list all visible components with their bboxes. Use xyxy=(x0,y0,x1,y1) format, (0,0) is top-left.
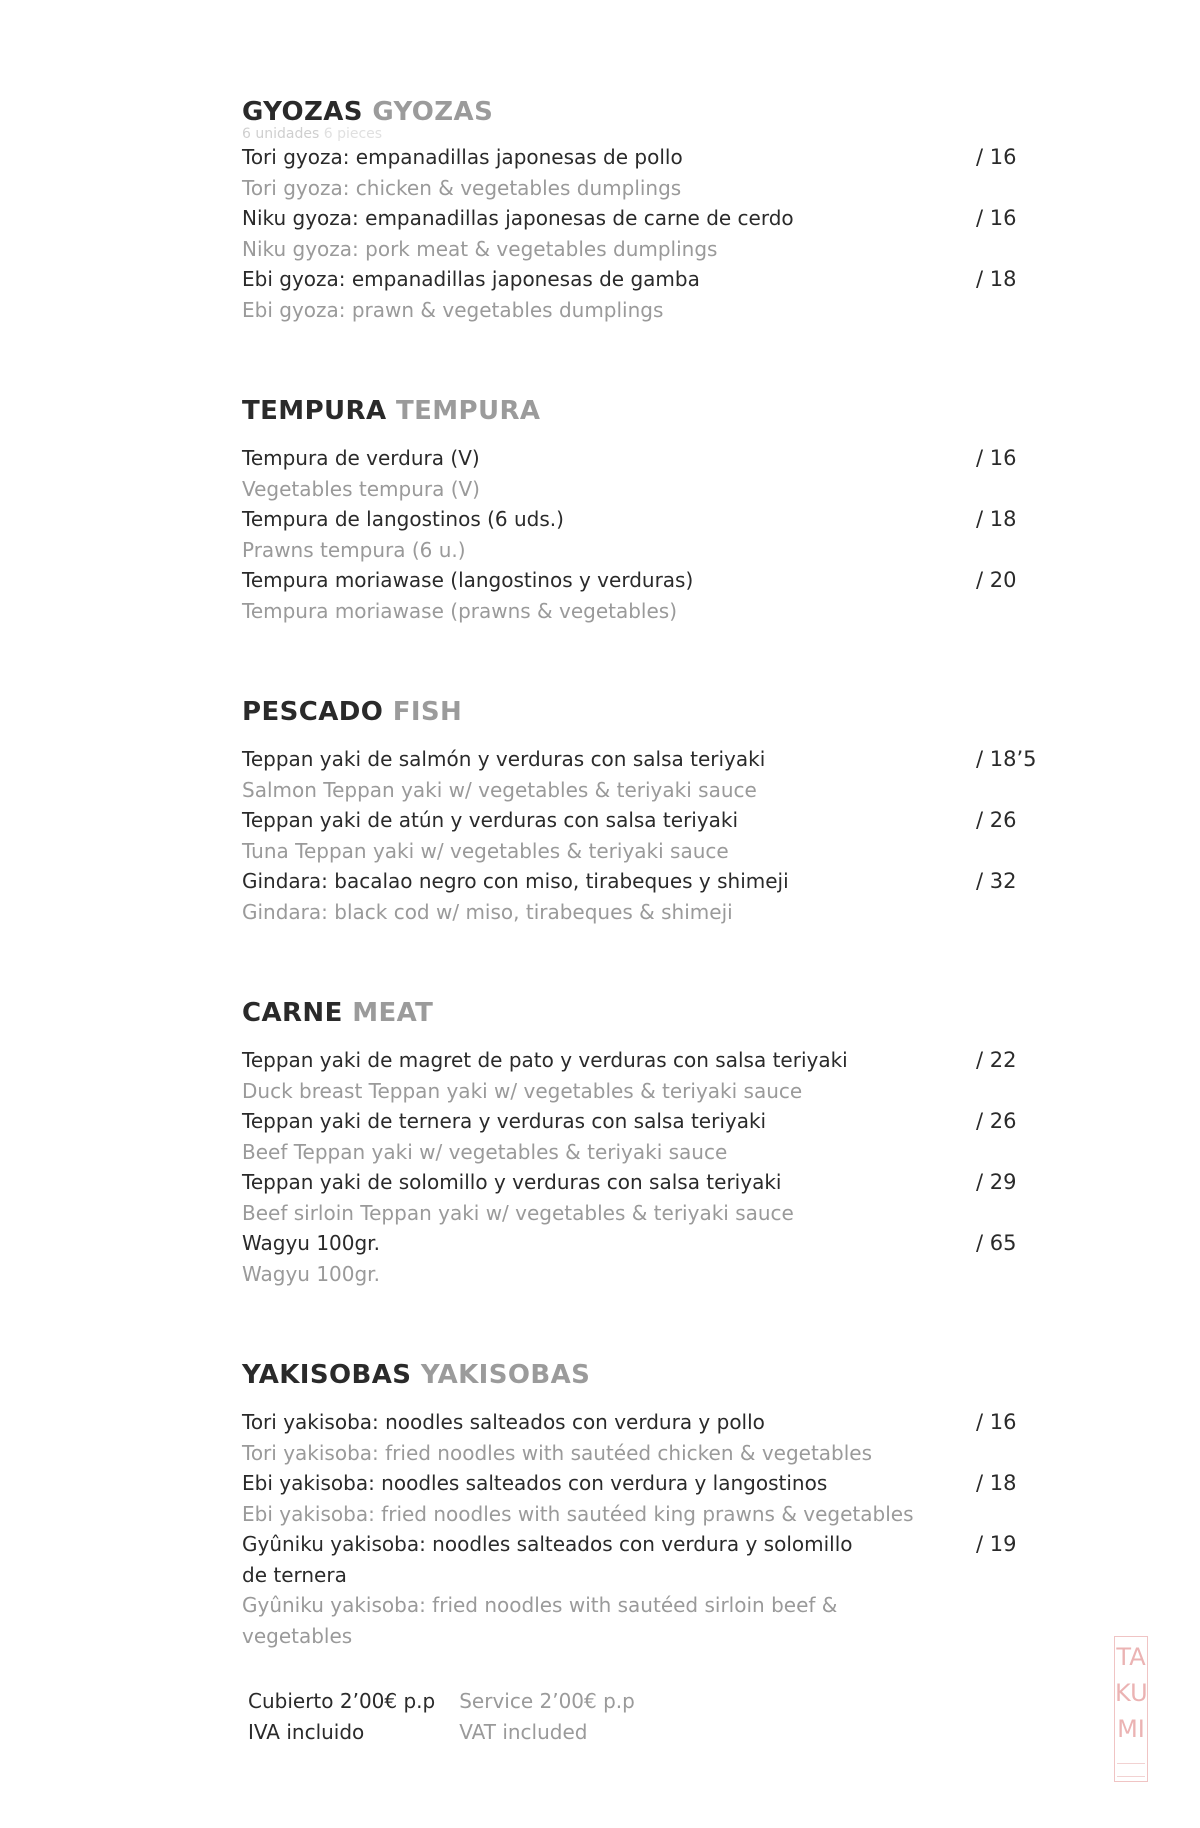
item-price: / 18 xyxy=(976,267,1017,291)
item-name-en: Salmon Teppan yaki w/ vegetables & teriyaki sauce xyxy=(242,777,757,802)
section-title xyxy=(242,692,1042,732)
item-name-es: Teppan yaki de atún y verduras con salsa teriyaki xyxy=(242,808,739,832)
section-title-es: CARNE xyxy=(242,998,343,1028)
menu-item xyxy=(242,504,1042,565)
menu-item xyxy=(242,744,1042,805)
item-price: / 19 xyxy=(976,1532,1017,1556)
section-title-es: GYOZAS xyxy=(242,97,363,127)
item-price: / 18 xyxy=(976,1471,1017,1495)
item-name-en: Ebi yakisoba: fried noodles with sautéed king prawns & vegetables xyxy=(242,1501,914,1526)
takumi-logo: TA KU MI xyxy=(1114,1636,1148,1782)
menu-item xyxy=(242,142,1042,203)
item-price: / 16 xyxy=(976,1410,1017,1434)
item-price: / 18’5 xyxy=(976,747,1037,771)
section-tempura xyxy=(242,391,1042,626)
item-name-es: Niku gyoza: empanadillas japonesas de carne de cerdo xyxy=(242,206,794,230)
section-title xyxy=(242,391,1042,431)
menu-item xyxy=(242,1045,1042,1106)
item-name-es: Teppan yaki de solomillo y verduras con salsa teriyaki xyxy=(242,1170,782,1194)
item-name-es: Tori yakisoba: noodles salteados con verdura y pollo xyxy=(242,1410,765,1434)
footer-en xyxy=(459,1686,635,1748)
item-name-en: Prawns tempura (6 u.) xyxy=(242,537,466,562)
menu-item xyxy=(242,1468,1042,1529)
section-title xyxy=(242,1355,1042,1395)
menu-item xyxy=(242,1529,1042,1651)
item-name-en: Gyûniku yakisoba: fried noodles with sautéed sirloin beef & vegetables xyxy=(242,1593,838,1648)
menu-item xyxy=(242,805,1042,866)
item-name-en: Ebi gyoza: prawn & vegetables dumplings xyxy=(242,297,664,322)
section-subtitle-es: 6 unidades xyxy=(242,126,320,142)
vat-note-en: VAT included xyxy=(459,1720,588,1744)
item-price: / 16 xyxy=(976,206,1017,230)
menu-page xyxy=(242,92,1042,1717)
cover-charge-en: Service 2’00€ p.p xyxy=(459,1689,635,1713)
logo-ornament xyxy=(1117,1763,1145,1777)
cover-charge-es: Cubierto 2’00€ p.p xyxy=(248,1689,436,1713)
vat-note-es: IVA incluido xyxy=(248,1720,365,1744)
menu-item xyxy=(242,264,1042,325)
menu-item xyxy=(242,1106,1042,1167)
item-price: / 29 xyxy=(976,1170,1017,1194)
section-title-es: TEMPURA xyxy=(242,396,387,426)
footer-es xyxy=(248,1686,435,1748)
menu-item xyxy=(242,565,1042,626)
item-name-es: Ebi yakisoba: noodles salteados con verdura y langostinos xyxy=(242,1471,828,1495)
section-title-en: FISH xyxy=(392,697,463,727)
section-title-en: TEMPURA xyxy=(395,396,541,426)
menu-item xyxy=(242,866,1042,927)
item-name-en: Beef Teppan yaki w/ vegetables & teriyaki sauce xyxy=(242,1139,728,1164)
section-title-en: GYOZAS xyxy=(372,97,494,127)
section-title-es: YAKISOBAS xyxy=(242,1360,412,1390)
section-fish xyxy=(242,692,1042,927)
section-gyozas xyxy=(242,92,1042,325)
item-name-es: Tempura de langostinos (6 uds.) xyxy=(242,507,564,531)
section-title-en: YAKISOBAS xyxy=(420,1360,591,1390)
section-title-es: PESCADO xyxy=(242,697,384,727)
item-price: / 65 xyxy=(976,1231,1017,1255)
item-name-es: Tori gyoza: empanadillas japonesas de pollo xyxy=(242,145,683,169)
item-name-en: Tori yakisoba: fried noodles with sautéed chicken & vegetables xyxy=(242,1440,873,1465)
item-name-es: Teppan yaki de ternera y verduras con salsa teriyaki xyxy=(242,1109,767,1133)
item-name-en: Duck breast Teppan yaki w/ vegetables & teriyaki sauce xyxy=(242,1078,803,1103)
section-subtitle-en: 6 pieces xyxy=(323,126,383,142)
item-name-en: Niku gyoza: pork meat & vegetables dumplings xyxy=(242,236,718,261)
item-name-es: Tempura de verdura (V) xyxy=(242,446,480,470)
section-subtitle xyxy=(242,126,1042,142)
section-yakisobas xyxy=(242,1355,1042,1651)
item-price: / 32 xyxy=(976,869,1017,893)
menu-item xyxy=(242,203,1042,264)
item-name-en: Tuna Teppan yaki w/ vegetables & teriyaki sauce xyxy=(242,838,729,863)
item-price: / 18 xyxy=(976,507,1017,531)
item-name-en: Gindara: black cod w/ miso, tirabeques & shimeji xyxy=(242,899,733,924)
item-price: / 20 xyxy=(976,568,1017,592)
item-price: / 16 xyxy=(976,446,1017,470)
section-meat xyxy=(242,993,1042,1289)
menu-item xyxy=(242,1407,1042,1468)
menu-item xyxy=(242,1167,1042,1228)
item-name-es: Gyûniku yakisoba: noodles salteados con verdura y solomillo de ternera xyxy=(242,1532,853,1587)
item-name-en: Beef sirloin Teppan yaki w/ vegetables & teriyaki sauce xyxy=(242,1200,794,1225)
footer xyxy=(248,1686,635,1748)
item-name-es: Teppan yaki de salmón y verduras con salsa teriyaki xyxy=(242,747,766,771)
item-name-en: Wagyu 100gr. xyxy=(242,1261,380,1286)
item-price: / 26 xyxy=(976,1109,1017,1133)
item-name-en: Vegetables tempura (V) xyxy=(242,476,480,501)
item-name-en: Tempura moriawase (prawns & vegetables) xyxy=(242,598,678,623)
section-title xyxy=(242,993,1042,1033)
item-price: / 16 xyxy=(976,145,1017,169)
item-price: / 22 xyxy=(976,1048,1017,1072)
item-name-es: Wagyu 100gr. xyxy=(242,1231,380,1255)
section-title-en: MEAT xyxy=(352,998,434,1028)
item-name-en: Tori gyoza: chicken & vegetables dumplings xyxy=(242,175,682,200)
item-name-es: Teppan yaki de magret de pato y verduras con salsa teriyaki xyxy=(242,1048,848,1072)
item-name-es: Gindara: bacalao negro con miso, tirabeques y shimeji xyxy=(242,869,789,893)
menu-item xyxy=(242,1228,1042,1289)
menu-item xyxy=(242,443,1042,504)
item-name-es: Tempura moriawase (langostinos y verduras) xyxy=(242,568,694,592)
item-name-es: Ebi gyoza: empanadillas japonesas de gamba xyxy=(242,267,700,291)
item-price: / 26 xyxy=(976,808,1017,832)
